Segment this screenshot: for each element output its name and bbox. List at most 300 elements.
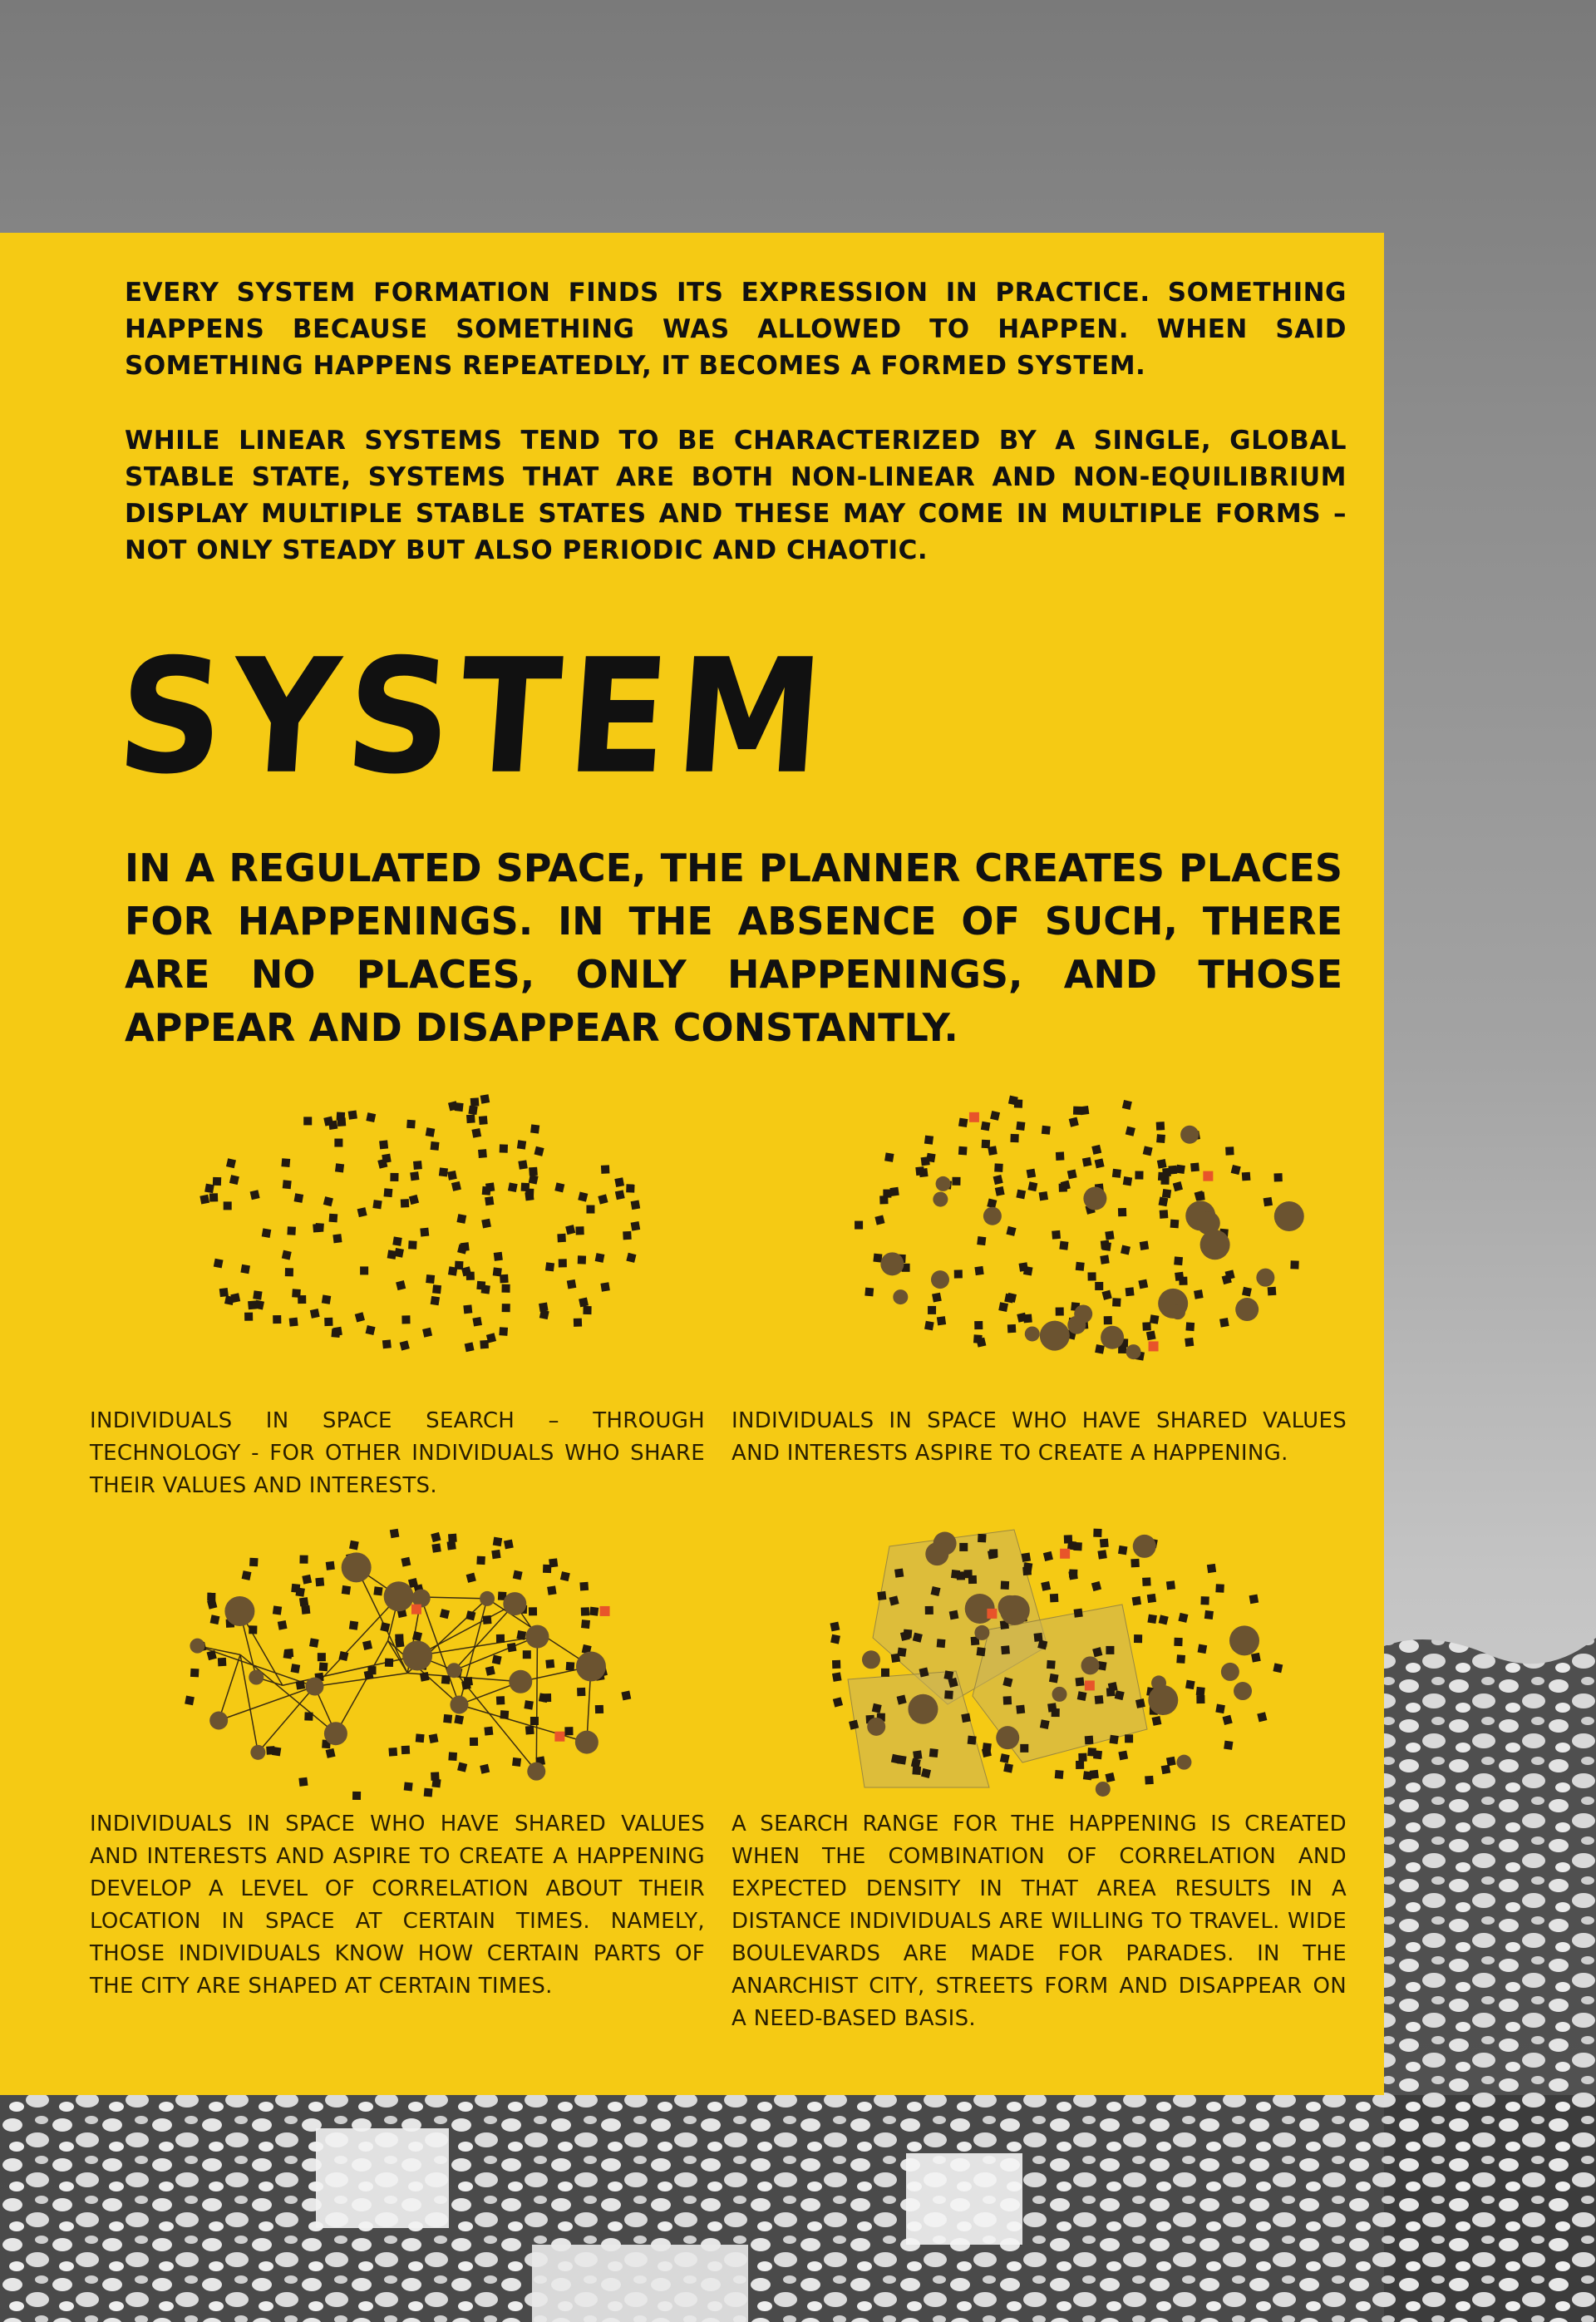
individual-square: [1020, 1744, 1028, 1753]
caption-3: INDIVIDUALS IN SPACE WHO HAVE SHARED VALUES AND INTERESTS AND ASPIRE TO CREATE A HAPPENING DEVELOP A LEVEL OF CORRELATION ABOUT THEIR LOCATION IN SPACE AT CERTAIN TIMES. NAMELY, THOSE INDIVIDUALS KNOW HOW CERTAIN PARTS OF THE CITY ARE SHAPED AT CERTAIN TIMES.: [90, 1812, 705, 1999]
individual-square: [530, 1717, 539, 1725]
individual-square: [1290, 1260, 1298, 1269]
happening-circle: [1083, 1187, 1106, 1210]
individual-square: [874, 1215, 884, 1225]
individual-square: [214, 1259, 224, 1269]
individual-square: [952, 1177, 960, 1186]
individual-square: [401, 1315, 410, 1324]
individual-square: [1273, 1663, 1283, 1673]
individual-square: [1207, 1564, 1216, 1573]
individual-square: [287, 1226, 296, 1235]
individual-square: [1059, 1241, 1068, 1250]
individual-square: [283, 1649, 293, 1659]
individual-square: [366, 1112, 376, 1122]
individual-square: [529, 1167, 538, 1176]
individual-square: [928, 1306, 936, 1314]
individual-square: [968, 1575, 977, 1584]
individual-square: [1095, 1158, 1105, 1168]
happening-circle: [862, 1650, 880, 1669]
individual-square: [355, 1312, 365, 1322]
individual-square: [409, 1195, 419, 1205]
individual-square: [1069, 1117, 1079, 1127]
individual-square: [466, 1573, 476, 1583]
individual-square: [451, 1181, 461, 1191]
individual-square: [382, 1154, 391, 1163]
individual-square: [1204, 1610, 1214, 1619]
individual-square: [420, 1672, 430, 1682]
individual-square: [380, 1622, 390, 1632]
individual-square: [422, 1328, 432, 1338]
individual-square: [1056, 1151, 1065, 1161]
happening-circle: [324, 1722, 347, 1745]
happening-circle: [1221, 1663, 1239, 1681]
individual-square: [301, 1605, 310, 1615]
individual-square: [1196, 1687, 1205, 1696]
individual-square: [1157, 1159, 1167, 1169]
individual-square: [396, 1280, 406, 1290]
individual-square: [190, 1669, 200, 1678]
individual-square: [924, 1321, 934, 1331]
individual-square: [534, 1146, 544, 1156]
happening-circle: [190, 1639, 204, 1654]
individual-square: [579, 1582, 589, 1591]
individual-square: [1050, 1594, 1059, 1603]
individual-square: [1123, 1176, 1132, 1186]
individual-square: [408, 1240, 417, 1250]
individual-square: [937, 1639, 946, 1648]
individual-square: [1273, 1173, 1282, 1181]
happening-circle: [446, 1663, 461, 1678]
individual-square: [578, 1192, 588, 1202]
individual-square: [1150, 1314, 1159, 1324]
individual-square: [877, 1591, 886, 1600]
individual-square: [185, 1696, 195, 1706]
individual-square: [626, 1253, 636, 1263]
individual-square: [470, 1738, 478, 1746]
individual-square: [367, 1666, 376, 1674]
happening-circle: [1176, 1755, 1191, 1770]
individual-square: [1042, 1126, 1051, 1135]
individual-square: [1132, 1596, 1141, 1605]
individual-square: [1147, 1615, 1156, 1624]
individual-square: [1003, 1696, 1012, 1705]
individual-square: [884, 1152, 894, 1161]
individual-square: [390, 1529, 400, 1539]
individual-square: [298, 1777, 308, 1787]
individual-square: [545, 1262, 554, 1271]
individual-square: [575, 1226, 584, 1235]
individual-square: [1125, 1734, 1133, 1743]
individual-square: [547, 1585, 556, 1595]
correlation-line: [454, 1604, 515, 1670]
individual-square: [1198, 1644, 1208, 1654]
individual-square: [1016, 1190, 1026, 1200]
individual-square: [352, 1792, 361, 1800]
individual-square: [1118, 1751, 1128, 1761]
happening-circle: [908, 1694, 938, 1724]
individual-square: [349, 1621, 358, 1630]
happening-circle: [224, 1596, 254, 1626]
individual-square: [229, 1175, 239, 1185]
individual-square: [441, 1675, 451, 1684]
highlight-square: [1085, 1680, 1095, 1690]
lead-statement: IN A REGULATED SPACE, THE PLANNER CREATES PLACES FOR HAPPENINGS. IN THE ABSENCE OF SUCH, THERE ARE NO PLACES, ONLY HAPPENINGS, AND THOSE APPEAR AND DISAPPEAR CONSTANTLY.: [125, 845, 1342, 1050]
individual-square: [1135, 1171, 1143, 1179]
individual-square: [1174, 1638, 1182, 1646]
individual-square: [1078, 1753, 1086, 1762]
happening-circle: [1133, 1535, 1156, 1558]
individual-square: [581, 1607, 589, 1615]
happening-circle: [936, 1176, 951, 1191]
individual-square: [1249, 1595, 1259, 1605]
happening-circle: [1081, 1656, 1100, 1674]
individual-square: [530, 1124, 539, 1133]
individual-square: [559, 1259, 567, 1267]
individual-square: [447, 1171, 457, 1181]
individual-square: [387, 1250, 397, 1259]
individual-square: [292, 1289, 301, 1298]
diagram-happening-aspiration: [815, 1081, 1330, 1380]
individual-square: [400, 1340, 410, 1350]
happening-circle: [1148, 1685, 1178, 1715]
individual-square: [429, 1733, 439, 1743]
individual-square: [204, 1184, 214, 1194]
individual-square: [494, 1252, 503, 1261]
diagram-correlation-network: [150, 1513, 665, 1812]
individual-square: [466, 1272, 475, 1280]
individual-square: [480, 1094, 490, 1104]
individual-square: [1075, 1677, 1084, 1686]
individual-square: [1105, 1230, 1114, 1240]
individual-square: [254, 1300, 264, 1310]
individual-square: [485, 1196, 494, 1205]
individual-square: [1242, 1287, 1252, 1297]
individual-square: [323, 1196, 333, 1206]
individual-square: [897, 1648, 906, 1657]
individual-square: [1174, 1256, 1183, 1265]
highlight-square: [987, 1609, 997, 1619]
happening-circle: [925, 1542, 948, 1565]
individual-square: [977, 1236, 986, 1245]
individual-square: [954, 1269, 963, 1278]
individual-square: [468, 1106, 477, 1115]
individual-square: [1016, 1122, 1025, 1131]
individual-square: [401, 1557, 411, 1567]
individual-square: [360, 1266, 368, 1274]
individual-square: [335, 1163, 344, 1172]
happening-circle: [1126, 1344, 1141, 1359]
individual-square: [1047, 1660, 1056, 1669]
individual-square: [348, 1110, 357, 1119]
individual-square: [483, 1615, 492, 1624]
individual-square: [322, 1294, 331, 1304]
caption-4: A SEARCH RANGE FOR THE HAPPENING IS CREATED WHEN THE COMBINATION OF CORRELATION AND EXPECTED DENSITY IN THAT AREA RESULTS IN A DISTANCE INDIVIDUALS ARE WILLING TO TRAVEL. WIDE BOULEVARDS ARE MADE FOR PARADES. IN THE ANARCHIST CITY, STREETS FORM AND DISAPPEAR ON A NEED-BASED BASIS.: [732, 1812, 1347, 2031]
individual-square: [982, 1140, 991, 1149]
individual-square: [1077, 1691, 1087, 1701]
individual-square: [416, 1733, 425, 1743]
individual-square: [431, 1543, 441, 1552]
individual-square: [1055, 1770, 1064, 1779]
individual-square: [1194, 1289, 1204, 1299]
individual-square: [390, 1173, 398, 1181]
individual-square: [443, 1714, 452, 1723]
individual-square: [614, 1177, 624, 1187]
happening-circle: [1200, 1230, 1230, 1260]
individual-square: [410, 1171, 419, 1181]
individual-square: [1156, 1134, 1165, 1143]
individual-square: [929, 1748, 938, 1758]
happening-circle: [933, 1192, 948, 1207]
individual-square: [1056, 1308, 1064, 1316]
individual-square: [1067, 1170, 1077, 1180]
highlight-square: [411, 1605, 421, 1615]
individual-square: [1102, 1290, 1112, 1300]
individual-square: [471, 1128, 481, 1138]
individual-square: [1049, 1674, 1059, 1684]
individual-square: [1152, 1716, 1162, 1726]
individual-square: [1126, 1287, 1135, 1296]
happening-circle: [209, 1711, 228, 1729]
individual-square: [974, 1321, 983, 1329]
individual-square: [855, 1221, 863, 1230]
individual-square: [480, 1340, 489, 1349]
individual-square: [1105, 1772, 1115, 1782]
happening-circle: [1256, 1269, 1274, 1287]
individual-square: [990, 1111, 1000, 1121]
individual-square: [481, 1219, 491, 1229]
individual-square: [1097, 1550, 1106, 1559]
diagram-individuals-searching: [166, 1081, 682, 1380]
individual-square: [1159, 1197, 1169, 1207]
individual-square: [879, 1196, 888, 1204]
individual-square: [273, 1315, 281, 1324]
individual-square: [944, 1690, 953, 1699]
individual-square: [1095, 1282, 1103, 1290]
individual-square: [278, 1620, 288, 1630]
individual-square: [401, 1746, 411, 1755]
individual-square: [832, 1672, 842, 1682]
individual-square: [601, 1165, 610, 1174]
individual-square: [324, 1318, 332, 1326]
individual-square: [1109, 1735, 1118, 1744]
individual-square: [1082, 1157, 1092, 1167]
individual-square: [631, 1221, 641, 1231]
happening-circle: [509, 1670, 532, 1693]
happening-circle: [931, 1270, 949, 1289]
individual-square: [283, 1180, 292, 1189]
individual-square: [958, 1146, 968, 1156]
individual-square: [973, 1334, 983, 1343]
happening-circle: [1180, 1126, 1199, 1144]
individual-square: [1118, 1546, 1127, 1555]
individual-square: [525, 1726, 534, 1735]
individual-square: [595, 1705, 603, 1713]
individual-square: [1242, 1172, 1251, 1181]
individual-square: [1185, 1322, 1195, 1331]
individual-square: [431, 1141, 440, 1151]
individual-square: [1156, 1122, 1165, 1131]
caption-1: INDIVIDUALS IN SPACE SEARCH – THROUGH TECHNOLOGY - FOR OTHER INDIVIDUALS WHO SHARE THEIR VALUES AND INTERESTS.: [90, 1408, 705, 1498]
individual-square: [342, 1585, 351, 1595]
individual-square: [1093, 1750, 1102, 1759]
individual-square: [362, 1640, 372, 1650]
individual-square: [1160, 1210, 1169, 1219]
individual-square: [567, 1279, 577, 1289]
individual-square: [366, 1325, 376, 1335]
individual-square: [579, 1298, 589, 1308]
individual-square: [242, 1570, 252, 1580]
individual-square: [581, 1619, 590, 1629]
happening-circle: [525, 1625, 549, 1649]
individual-square: [493, 1267, 502, 1276]
individual-square: [1178, 1613, 1188, 1623]
individual-square: [600, 1282, 609, 1291]
individual-square: [406, 1120, 416, 1129]
individual-square: [1091, 1145, 1101, 1155]
individual-square: [282, 1250, 292, 1260]
correlation-line: [314, 1596, 398, 1686]
individual-square: [1223, 1715, 1233, 1725]
individual-square: [491, 1550, 500, 1559]
individual-square: [479, 1116, 488, 1125]
individual-square: [502, 1304, 510, 1312]
individual-square: [431, 1296, 440, 1305]
individual-square: [626, 1184, 634, 1192]
individual-square: [1142, 1322, 1151, 1331]
individual-square: [466, 1114, 475, 1123]
individual-square: [583, 1306, 591, 1314]
happening-circle: [1096, 1782, 1111, 1797]
individual-square: [426, 1274, 435, 1284]
individual-square: [326, 1748, 336, 1758]
individual-square: [1039, 1191, 1048, 1200]
individual-square: [281, 1158, 290, 1167]
individual-square: [1170, 1220, 1180, 1229]
individual-square: [988, 1550, 998, 1560]
individual-square: [440, 1609, 450, 1619]
individual-square: [1257, 1712, 1267, 1722]
happening-circle: [983, 1207, 1002, 1225]
individual-square: [1166, 1757, 1176, 1767]
individual-square: [508, 1182, 518, 1192]
individual-square: [1034, 1633, 1043, 1642]
individual-square: [432, 1284, 441, 1294]
individual-square: [1135, 1698, 1145, 1708]
individual-square: [523, 1650, 531, 1659]
individual-square: [493, 1537, 502, 1546]
individual-square: [1085, 1736, 1094, 1745]
individual-square: [1121, 1245, 1130, 1255]
individual-square: [1108, 1682, 1118, 1692]
individual-square: [1215, 1584, 1224, 1593]
individual-square: [420, 1228, 429, 1237]
highlight-square: [554, 1732, 564, 1742]
individual-square: [1095, 1695, 1104, 1704]
individual-square: [249, 1558, 259, 1567]
individual-square: [499, 1327, 508, 1336]
happening-circle: [249, 1670, 264, 1685]
happening-circle: [480, 1591, 495, 1606]
individual-square: [372, 1200, 382, 1209]
individual-square: [598, 1194, 608, 1204]
individual-square: [1091, 1581, 1101, 1591]
individual-square: [517, 1140, 526, 1149]
individual-square: [309, 1638, 319, 1648]
happening-circle: [503, 1592, 526, 1615]
individual-square: [1074, 1609, 1083, 1618]
individual-square: [332, 1234, 342, 1243]
individual-square: [448, 1534, 457, 1543]
individual-square: [539, 1309, 549, 1319]
individual-square: [299, 1597, 308, 1606]
intro-paragraph-2: WHILE LINEAR SYSTEMS TEND TO BE CHARACTERIZED BY A SINGLE, GLOBAL STABLE STATE, SYSTEMS THAT ARE BOTH NON-LINEAR AND NON-EQUILIBRIUM DISPLAY MULTIPLE STABLE STATES AND THESE MAY COME IN MULTIPLE FORMS – NOT ONLY STEADY BUT ALSO PERIODIC AND CHAOTIC.: [125, 426, 1347, 565]
highlight-square: [600, 1606, 610, 1616]
individual-square: [1264, 1197, 1273, 1206]
individual-square: [210, 1615, 220, 1624]
individual-square: [349, 1541, 359, 1550]
individual-square: [262, 1228, 272, 1238]
individual-square: [500, 1710, 510, 1719]
individual-square: [894, 1569, 904, 1578]
individual-square: [1143, 1146, 1153, 1156]
individual-square: [981, 1122, 991, 1131]
individual-square: [384, 1188, 393, 1197]
individual-square: [1040, 1719, 1050, 1729]
individual-square: [873, 1254, 882, 1263]
individual-square: [318, 1653, 326, 1661]
individual-square: [978, 1534, 987, 1543]
happening-circle: [998, 1595, 1022, 1619]
individual-square: [574, 1319, 582, 1327]
individual-square: [1076, 1761, 1084, 1769]
individual-square: [431, 1778, 441, 1787]
individual-square: [830, 1622, 840, 1632]
individual-square: [1146, 1331, 1156, 1341]
individual-square: [476, 1281, 485, 1290]
individual-square: [424, 1788, 433, 1797]
individual-square: [382, 1339, 392, 1348]
individual-square: [1087, 1272, 1096, 1280]
individual-square: [1019, 1262, 1028, 1271]
individual-square: [319, 1663, 328, 1672]
individual-square: [1100, 1255, 1109, 1264]
individual-square: [937, 1316, 946, 1325]
happening-circle: [1274, 1201, 1304, 1231]
individual-square: [431, 1532, 441, 1542]
individual-square: [329, 1214, 338, 1223]
individual-square: [315, 1577, 324, 1586]
individual-square: [1004, 1294, 1014, 1304]
individual-square: [224, 1201, 232, 1210]
individual-square: [524, 1700, 533, 1709]
happening-circle: [250, 1745, 265, 1760]
individual-square: [586, 1205, 594, 1214]
individual-square: [304, 1712, 313, 1720]
happening-circle: [1025, 1326, 1040, 1341]
individual-square: [1104, 1316, 1112, 1324]
individual-square: [1006, 1226, 1016, 1236]
individual-square: [1068, 1570, 1077, 1580]
individual-square: [466, 1610, 475, 1620]
happening-circle: [384, 1581, 414, 1611]
individual-square: [273, 1605, 282, 1615]
individual-square: [289, 1318, 298, 1327]
individual-square: [507, 1643, 517, 1653]
happening-circle: [893, 1289, 908, 1304]
individual-square: [1080, 1106, 1089, 1115]
individual-square: [291, 1664, 301, 1674]
happening-circle: [450, 1695, 468, 1713]
